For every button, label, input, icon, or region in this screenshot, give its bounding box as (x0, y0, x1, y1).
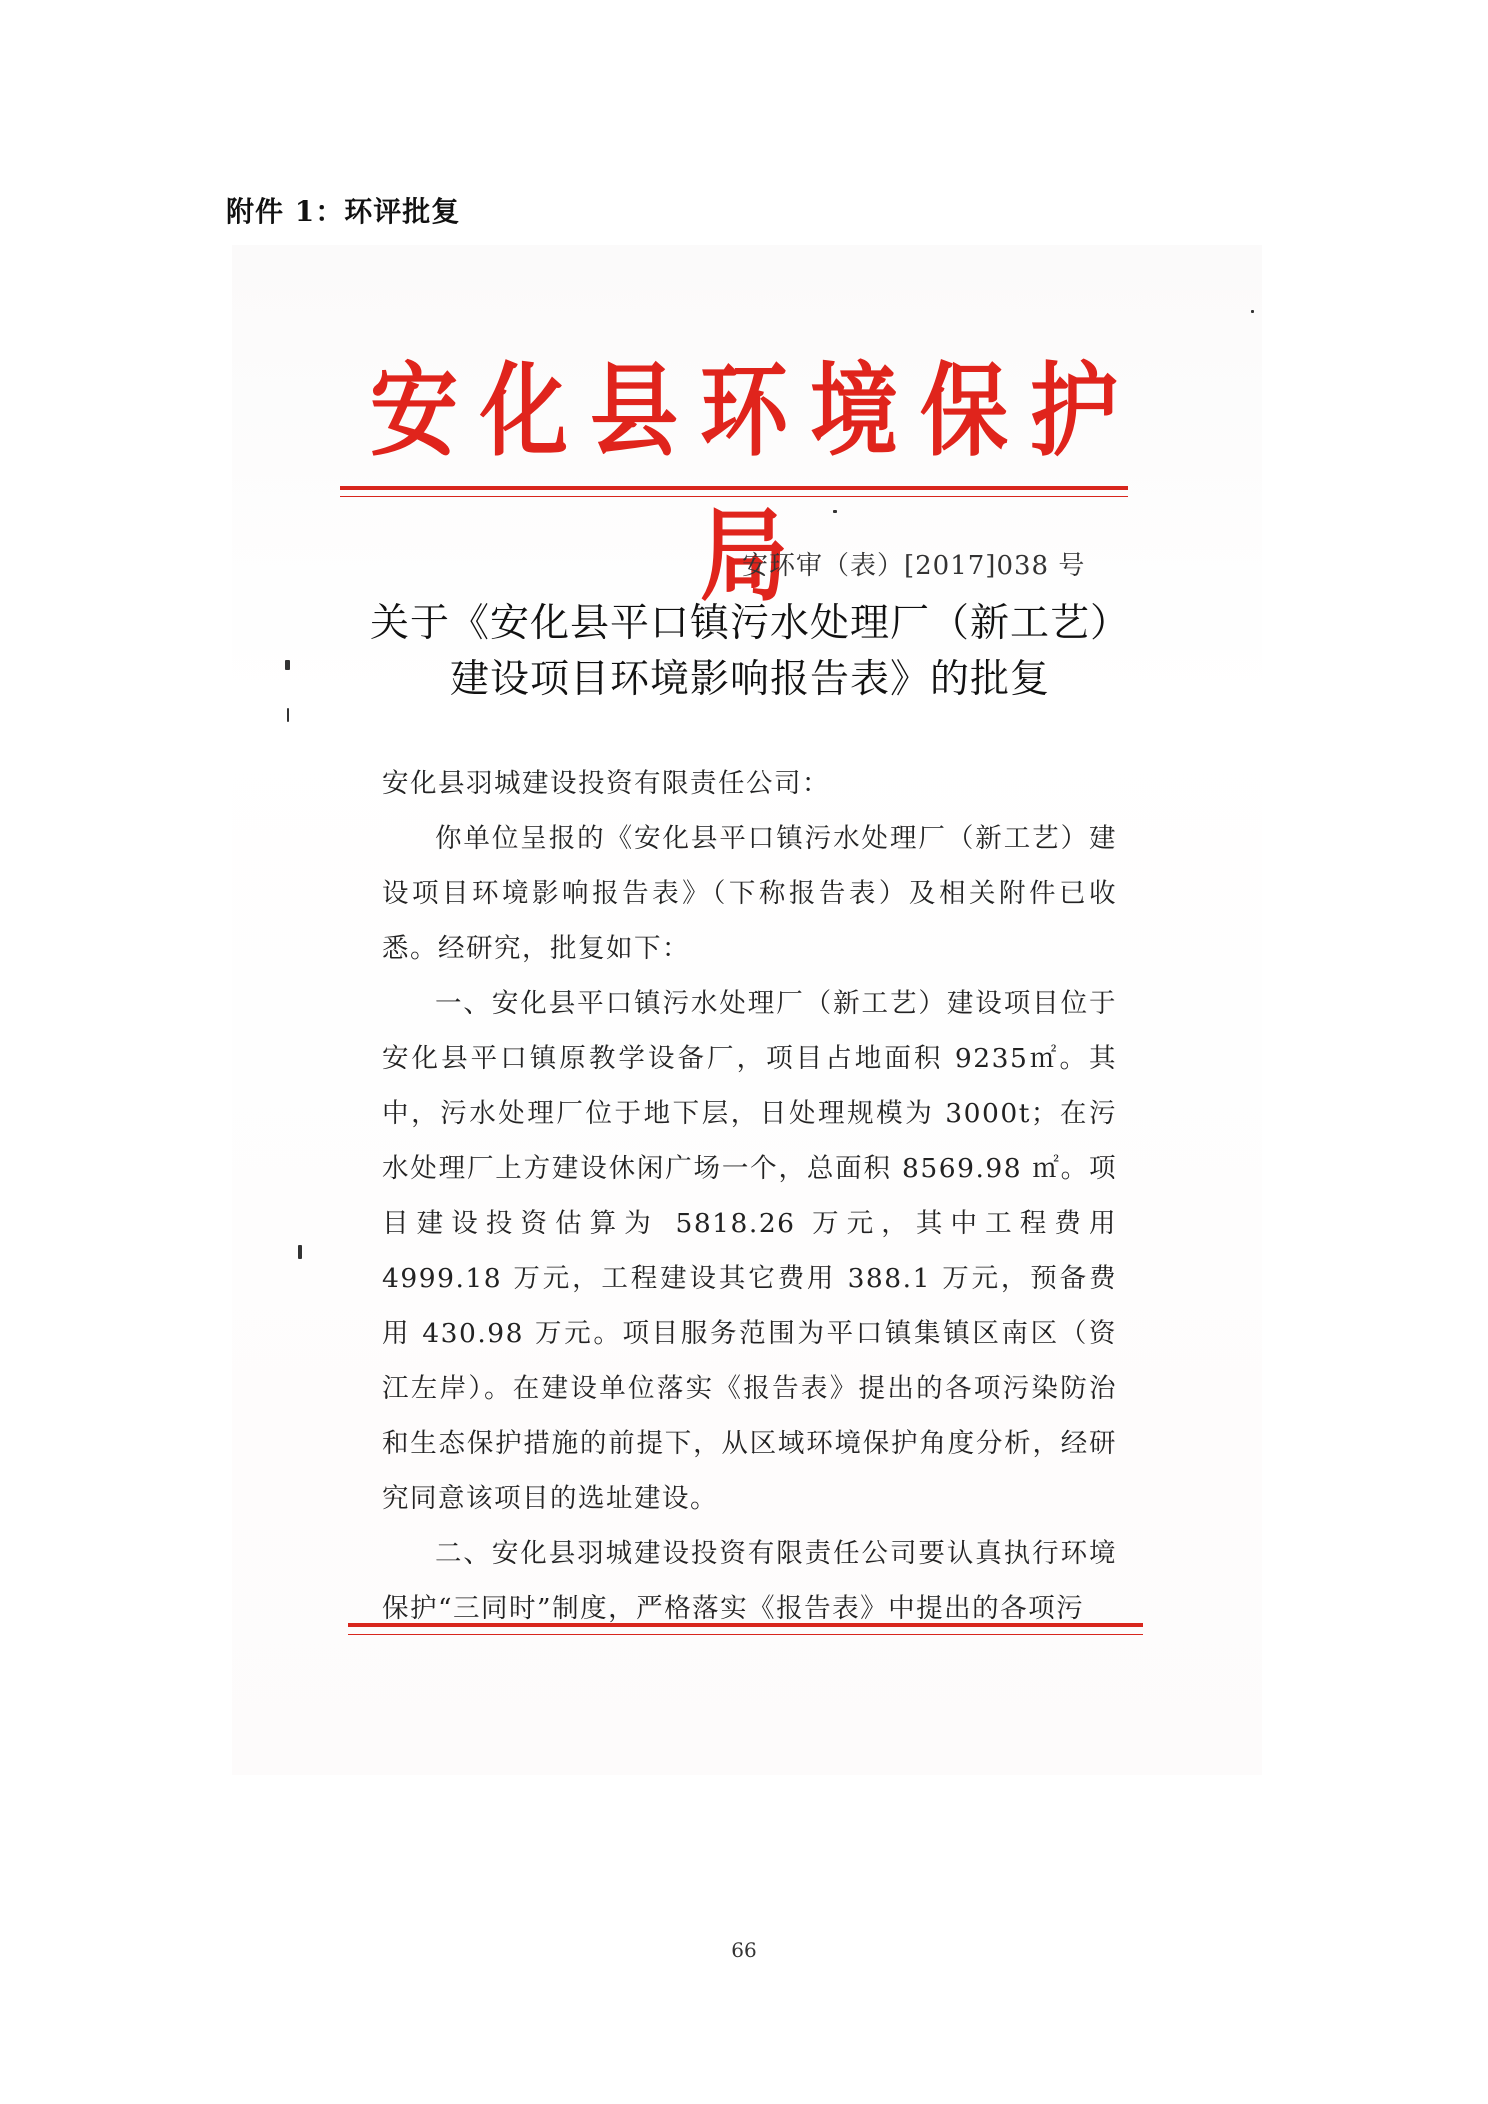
scan-speck (833, 510, 837, 513)
scan-speck (287, 708, 289, 722)
paragraph-item-one: 一、安化县平口镇污水处理厂（新工艺）建设项目位于安化县平口镇原教学设备厂，项目占地面积 9235㎡。其中，污水处理厂位于地下层，日处理规模为 3000t；在污水处理厂上方建设休闲广场一个，总面积 8569.98 ㎡。项目建设投资估算为 5818.26 万元，其中工程费用 4999.18 万元，工程建设其它费用 388.1 万元，预备费用 430.98 万元。项目服务范围为平口镇集镇区南区（资江左岸）。在建设单位落实《报告表》提出的各项污染防治和生态保护措施的前提下，从区域环境保护角度分析，经研究同意该项目的选址建设。 (382, 988, 1117, 1514)
document-body (382, 756, 1117, 1636)
paragraph-item-two: 二、安化县羽城建设投资有限责任公司要认真执行环境保护“三同时”制度，严格落实《报告表》中提出的各项污 (382, 1538, 1117, 1624)
letterhead-rule-thick (340, 486, 1128, 490)
attachment-label: 附件 1：环评批复 (226, 195, 461, 228)
scan-speck (298, 1245, 302, 1259)
document-title-line-1: 关于《安化县平口镇污水处理厂（新工艺） (369, 601, 1130, 646)
footer-rule-thin (348, 1634, 1143, 1635)
footer-rule-thick (348, 1623, 1143, 1627)
letterhead-rule-thin (340, 496, 1128, 497)
scan-speck (1251, 310, 1254, 313)
letterhead-bureau-name: 安化县环境保护局 (369, 350, 1140, 616)
document-title-line-2: 建设项目环境影响报告表》的批复 (449, 657, 1050, 702)
addressee: 安化县羽城建设投资有限责任公司： (382, 768, 830, 799)
scan-speck (285, 660, 290, 670)
page-number: 66 (731, 1938, 757, 1962)
document-number: 安环审（表）[2017]038 号 (742, 551, 1086, 581)
paragraph-receipt: 你单位呈报的《安化县平口镇污水处理厂（新工艺）建设项目环境影响报告表》（下称报告表）及相关附件已收悉。经研究，批复如下： (382, 823, 1117, 964)
